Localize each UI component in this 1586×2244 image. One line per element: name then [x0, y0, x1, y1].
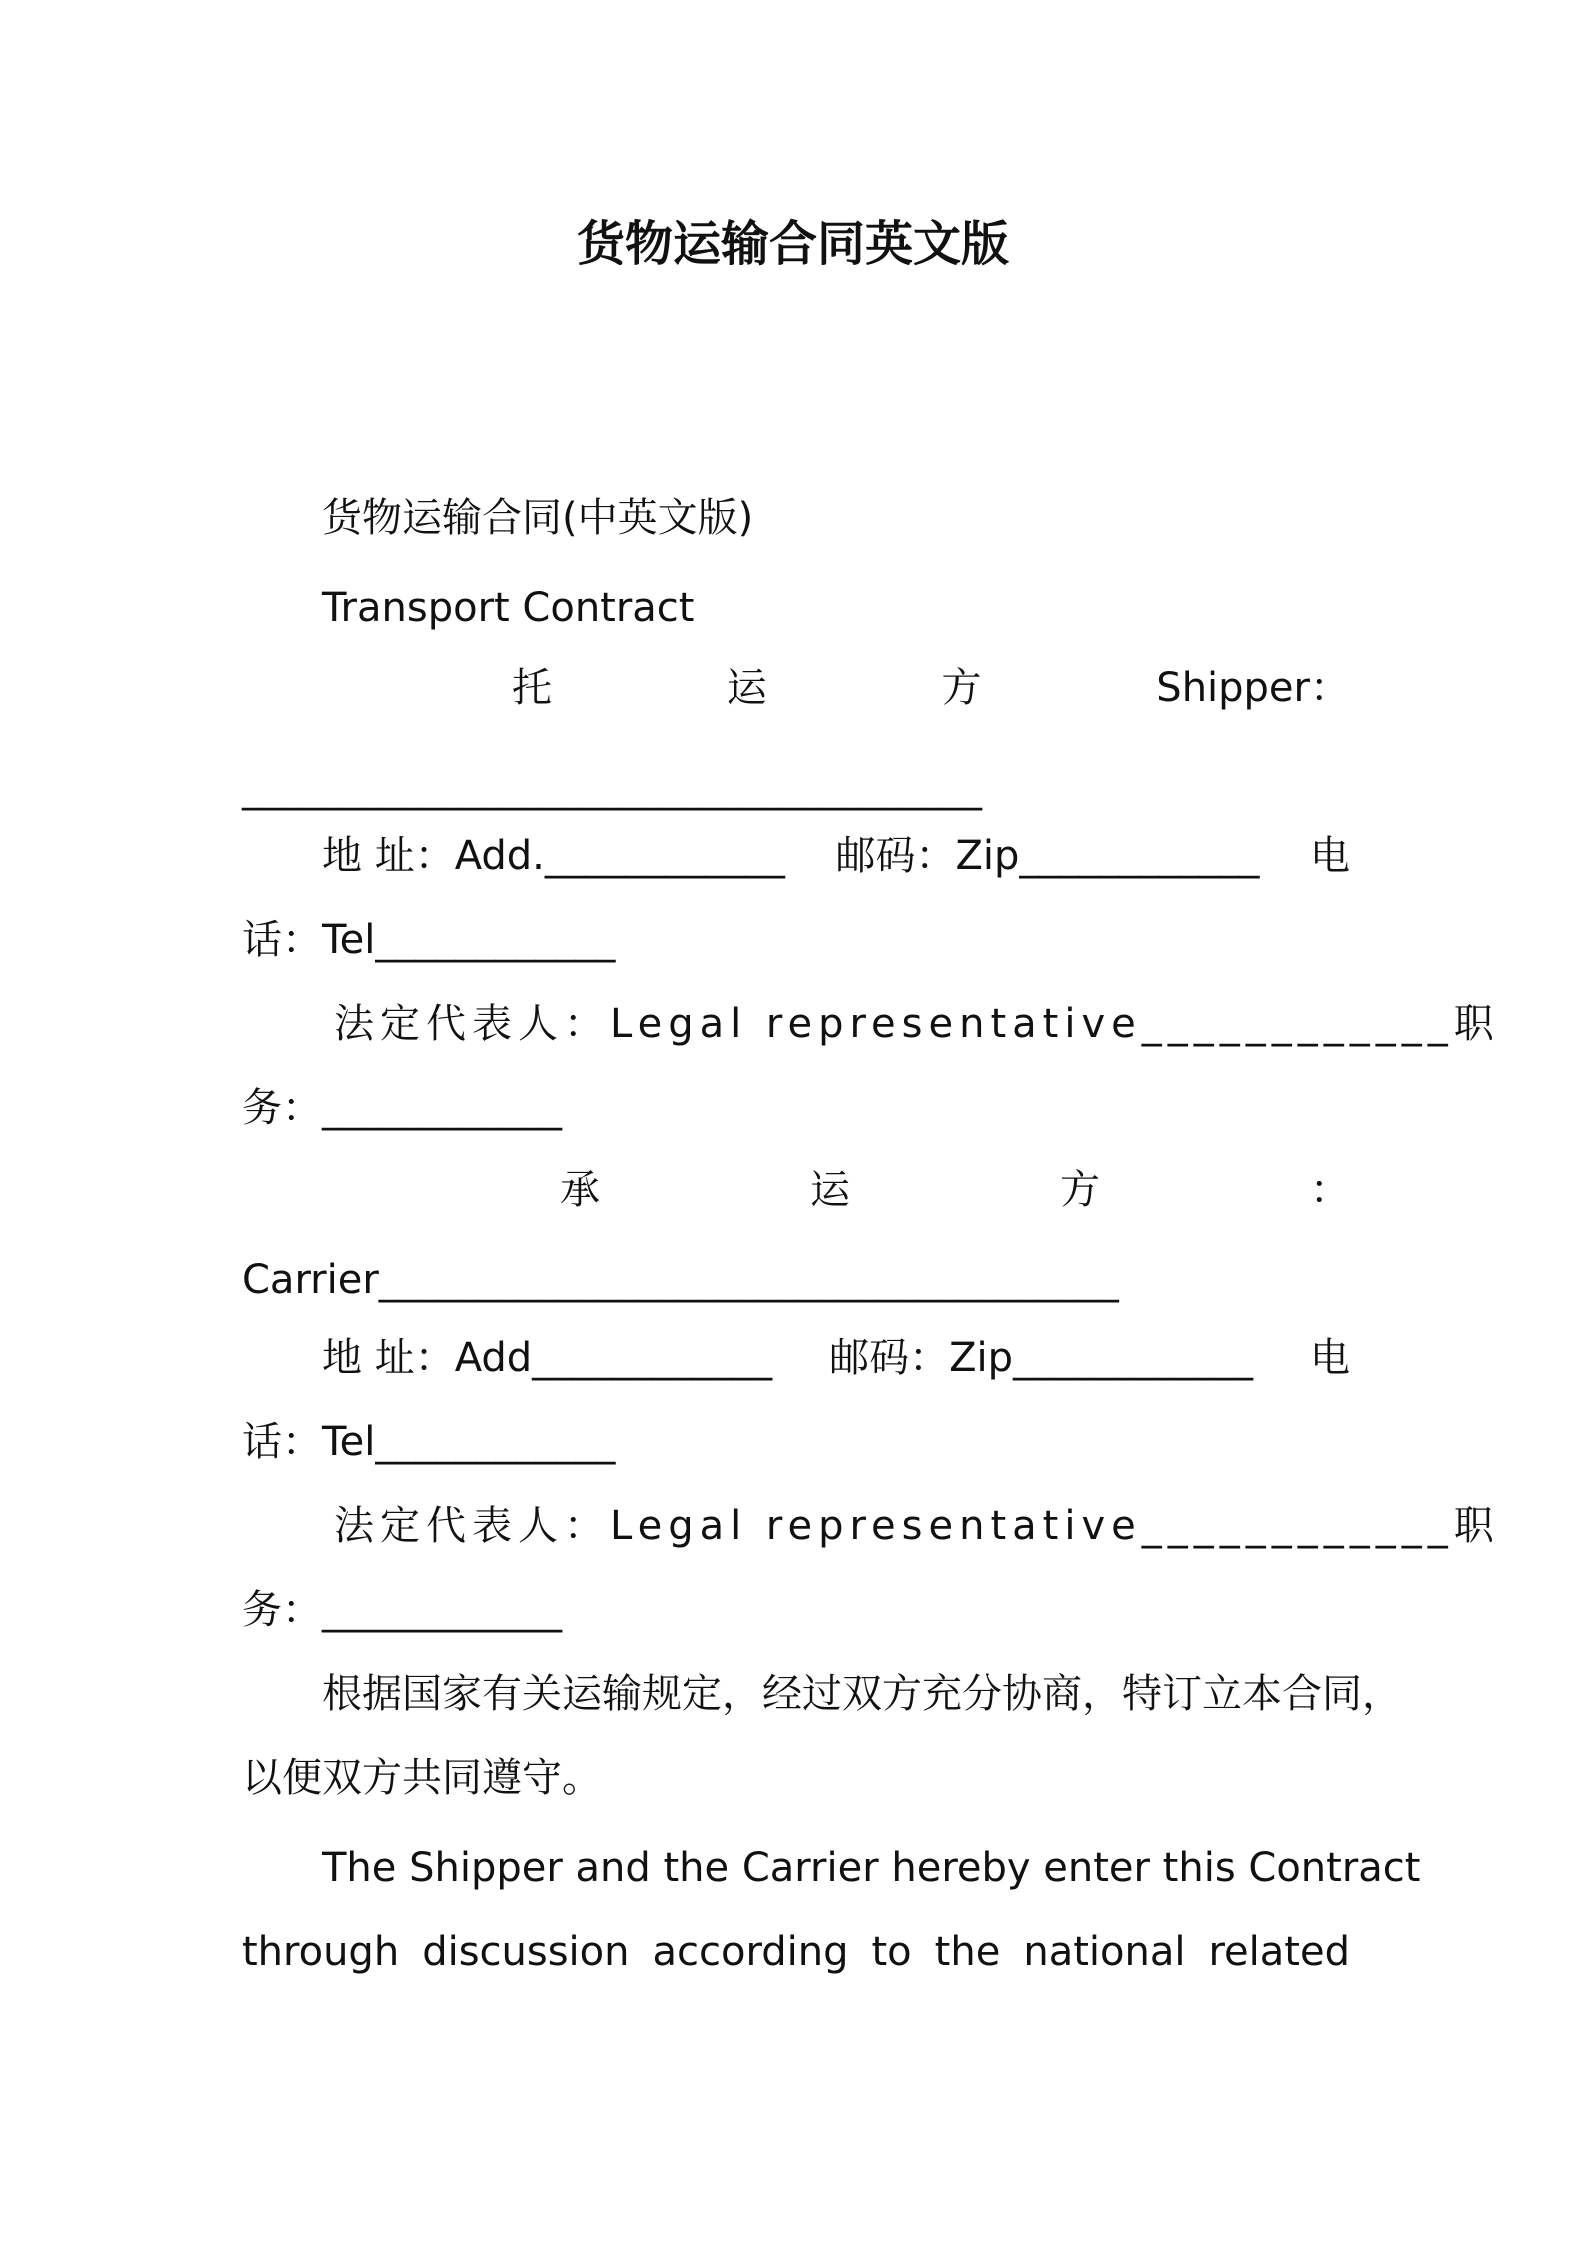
- subtitle-chinese: 货物运输合同(中英文版): [322, 495, 754, 541]
- shipper-char-2: 运: [726, 665, 767, 711]
- subtitle-english: Transport Contract: [322, 585, 695, 631]
- carrier-char-1: 承: [560, 1167, 600, 1213]
- shipper-position: 务：____________: [242, 1085, 562, 1131]
- carrier-position-char: 职: [1453, 1503, 1494, 1549]
- shipper-name-blank: _____________________________________: [242, 765, 982, 811]
- word: through: [242, 1929, 400, 1975]
- shipper-zip: 邮码：Zip____________: [835, 833, 1260, 879]
- shipper-char-1: 托: [512, 665, 552, 711]
- carrier-address-line: [242, 1330, 1350, 1386]
- word: discussion: [422, 1929, 630, 1975]
- shipper-tel-char: 电: [1310, 833, 1350, 879]
- carrier-char-2: 运: [810, 1167, 850, 1213]
- shipper-rep-line: [242, 996, 1494, 1052]
- carrier-name-line: Carrier_____________________________________: [242, 1257, 1119, 1303]
- carrier-position: 务：____________: [242, 1587, 562, 1633]
- carrier-address: 地 址：Add____________: [322, 1335, 773, 1381]
- shipper-char-3: 方: [941, 665, 982, 711]
- carrier-tel-char: 电: [1310, 1335, 1350, 1381]
- shipper-tel: 话：Tel____________: [242, 917, 616, 963]
- carrier-heading: [242, 1162, 1350, 1218]
- paragraph-english-line-2: [242, 1924, 1350, 1980]
- shipper-heading: [242, 660, 1350, 716]
- carrier-rep-line: [242, 1498, 1494, 1554]
- word: national: [1023, 1929, 1186, 1975]
- shipper-position-char: 职: [1453, 1001, 1494, 1047]
- carrier-tel: 话：Tel____________: [242, 1419, 616, 1465]
- word: related: [1208, 1929, 1350, 1975]
- word: the: [934, 1929, 1001, 1975]
- paragraph-english-line-1: The Shipper and the Carrier hereby enter this Contract: [322, 1845, 1421, 1891]
- paragraph-chinese-line-1: 根据国家有关运输规定，经过双方充分协商，特订立本合同，: [322, 1671, 1402, 1717]
- shipper-address: 地 址：Add.____________: [322, 833, 785, 879]
- carrier-char-3: 方: [1060, 1167, 1100, 1213]
- document-title: 货物运输合同英文版: [576, 216, 1009, 272]
- word: to: [871, 1929, 912, 1975]
- carrier-legal-rep: 法定代表人：Legal representative____________: [334, 1503, 1454, 1549]
- carrier-char-4: ：: [1310, 1167, 1350, 1213]
- shipper-address-line: [242, 828, 1350, 884]
- shipper-legal-rep: 法定代表人：Legal representative____________: [334, 1001, 1454, 1047]
- word: according: [652, 1929, 849, 1975]
- paragraph-chinese-line-2: 以便双方共同遵守。: [242, 1755, 602, 1801]
- shipper-label-en: Shipper：: [1156, 665, 1350, 711]
- carrier-zip: 邮码：Zip____________: [829, 1335, 1254, 1381]
